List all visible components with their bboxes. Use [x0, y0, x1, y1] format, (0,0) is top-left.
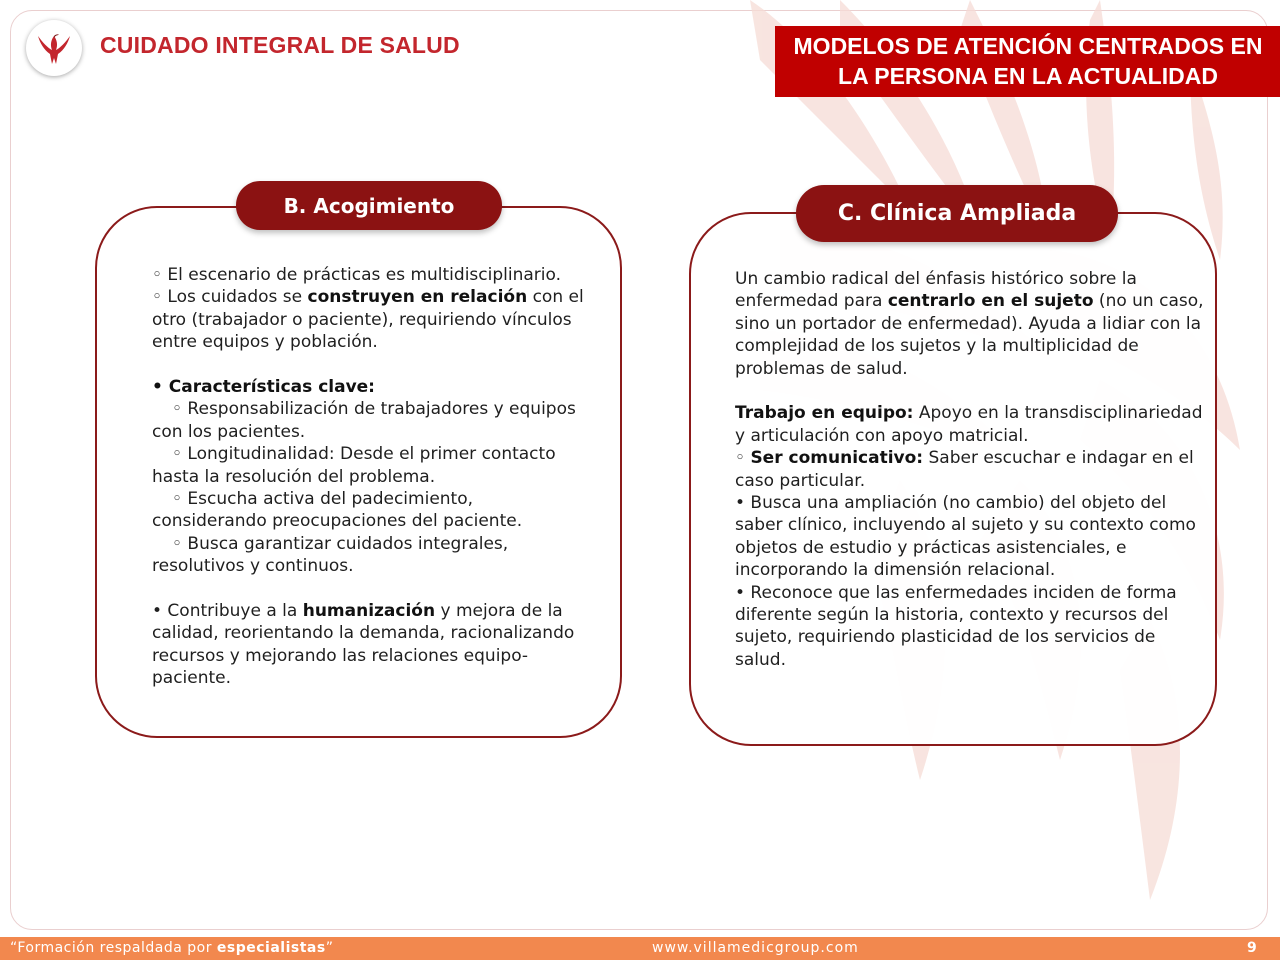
text-line: ◦ Busca garantizar cuidados integrales, resolutivos y continuos.: [152, 533, 509, 577]
card-acogimiento-title: B. Acogimiento: [236, 181, 502, 230]
text-line: • Reconoce que las enfermedades inciden de forma diferente según la historia, contexto y recursos del sujeto, requiriendo plasticidad de los servicios de salud.: [735, 582, 1177, 670]
text-line: • Busca una ampliación (no cambio) del objeto del saber clínico, incluyendo al sujeto y su contexto como objetos de estudio y prácticas asistenciales, e incorporando la dimensión relacional.: [735, 493, 1196, 581]
text-line: • Contribuye a la humanización y mejora de la calidad, reorientando la demanda, racionalizando recursos y mejorando las relaciones equipo-paciente.: [152, 601, 575, 689]
phoenix-icon: [34, 30, 74, 66]
text-line: ◦ Responsabilización de trabajadores y equipos con los pacientes.: [152, 399, 576, 442]
text-line: ◦ El escenario de prácticas es multidisciplinario.: [152, 265, 561, 285]
footer-bar: [0, 937, 1280, 960]
logo: [26, 20, 82, 76]
footer-url[interactable]: www.villamedicgroup.com: [652, 940, 859, 956]
brand-title: CUIDADO INTEGRAL DE SALUD: [100, 32, 460, 58]
slide-title-line: LA PERSONA EN LA ACTUALIDAD: [838, 63, 1218, 89]
card-acogimiento-body: [152, 264, 587, 690]
text-line: ◦ Los cuidados se construyen en relación con el otro (trabajador o paciente), requiriendo vínculos entre equipos y población.: [152, 287, 584, 353]
text-line: Un cambio radical del énfasis histórico sobre la enfermedad para centrarlo en el sujeto (no un caso, sino un portador de enfermedad). Ayuda a lidiar con la complejidad de los sujetos y la multiplicidad de problemas de salud.: [735, 269, 1204, 379]
text-line: ◦ Ser comunicativo: Saber escuchar e indagar en el caso particular.: [735, 448, 1194, 491]
text-line: ◦ Escucha activa del padecimiento, considerando preocupaciones del paciente.: [152, 489, 523, 532]
footer-slogan: “Formación respaldada por especialistas”: [10, 940, 334, 956]
card-clinica-ampliada-title: C. Clínica Ampliada: [796, 185, 1118, 242]
card-clinica-ampliada-body: [735, 268, 1205, 671]
text-line: ◦ Longitudinalidad: Desde el primer contacto hasta la resolución del problema.: [152, 444, 556, 487]
text-line: • Características clave:: [152, 377, 375, 398]
slide-title: [775, 26, 1280, 97]
text-line: Trabajo en equipo: Apoyo en la transdisciplinariedad y articulación con apoyo matricial.: [735, 403, 1203, 446]
slide-title-line: MODELOS DE ATENCIÓN CENTRADOS EN: [793, 33, 1263, 59]
page-number: 9: [1247, 940, 1257, 956]
